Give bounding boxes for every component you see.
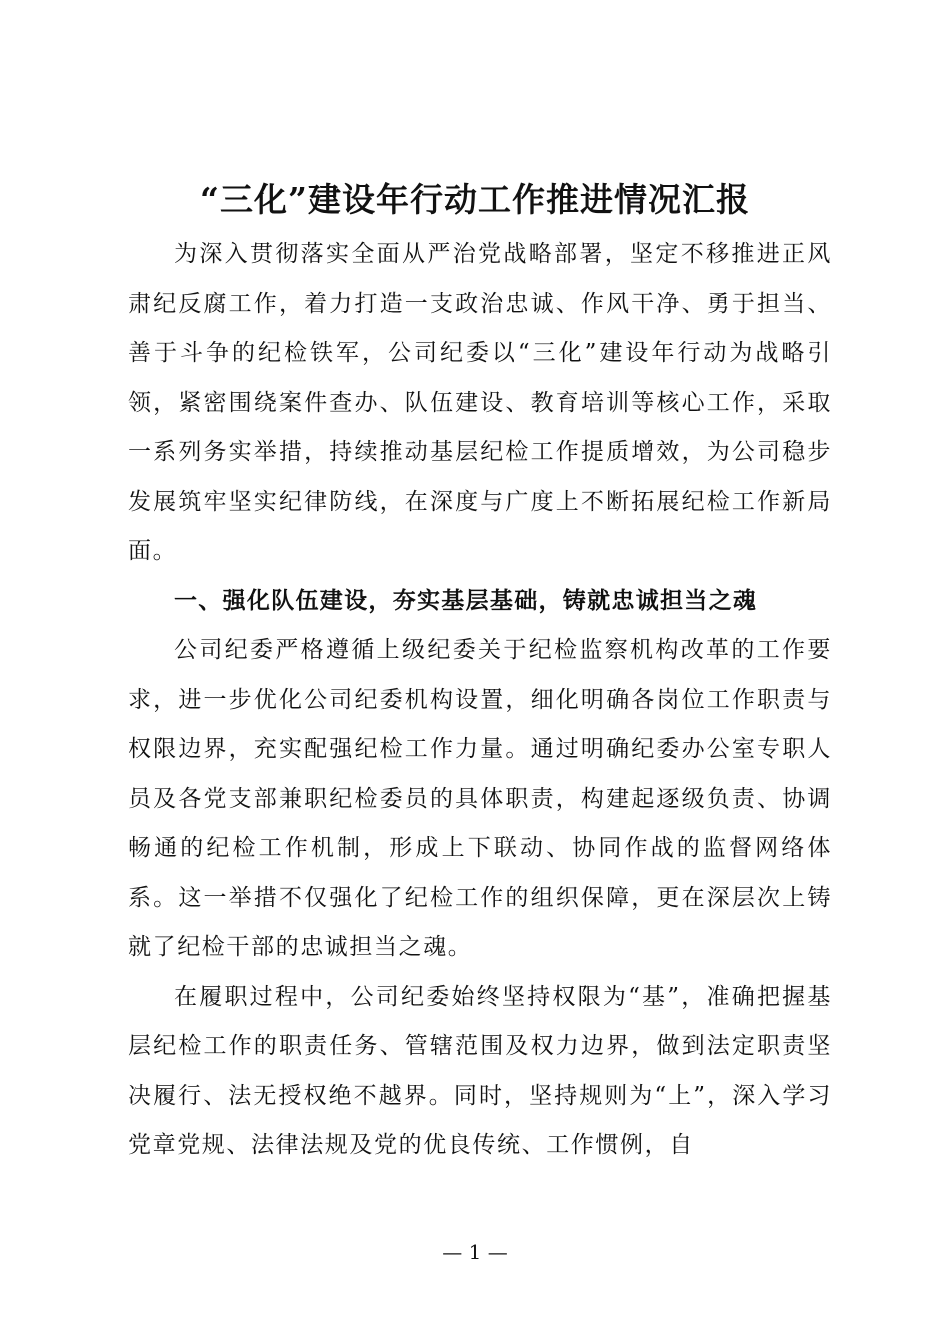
document-title: “三化”建设年行动工作推进情况汇报 (200, 180, 750, 219)
document-body (128, 230, 832, 1171)
section-paragraph: 公司纪委严格遵循上级纪委关于纪检监察机构改革的工作要求，进一步优化公司纪委机构设置，细化明确各岗位工作职责与权限边界，充实配强纪检工作力量。通过明确纪委办公室专职人员及各党支部兼职纪检委员的具体职责，构建起逐级负责、协调畅通的纪检工作机制，形成上下联动、协同作战的监督网络体系。这一举措不仅强化了纪检工作的组织保障，更在深层次上铸就了纪检干部的忠诚担当之魂。 (128, 637, 832, 960)
page-number: — 1 — (442, 1240, 508, 1264)
section-heading: 一、强化队伍建设，夯实基层基础，铸就忠诚担当之魂 (174, 587, 758, 614)
intro-paragraph: 为深入贯彻落实全面从严治党战略部署，坚定不移推进正风肃纪反腐工作，着力打造一支政治忠诚、作风干净、勇于担当、善于斗争的纪检铁军，公司纪委以“三化”建设年行动为战略引领，紧密围绕案件查办、队伍建设、教育培训等核心工作，采取一系列务实举措，持续推动基层纪检工作提质增效，为公司稳步发展筑牢坚实纪律防线，在深度与广度上不断拓展纪检工作新局面。 (128, 241, 832, 564)
section-paragraph: 在履职过程中，公司纪委始终坚持权限为“基”，准确把握基层纪检工作的职责任务、管辖范围及权力边界，做到法定职责坚决履行、法无授权绝不越界。同时，坚持规则为“上”，深入学习党章党规、法律法规及党的优良传统、工作惯例，自 (128, 983, 832, 1158)
